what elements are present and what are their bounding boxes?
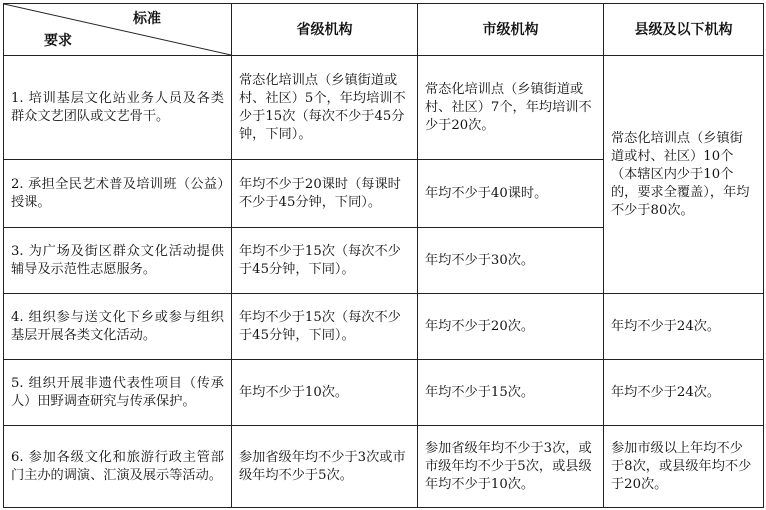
table-row: [4, 426, 764, 508]
table-row: [4, 294, 764, 360]
requirement-cell: 1. 培训基层文化站业务人员及各类群众文艺团队或文艺骨干。: [4, 56, 232, 160]
corner-header-standard: 标准: [133, 11, 161, 27]
city-cell: 年均不少于30次。: [418, 228, 604, 294]
column-header-county: 县级及以下机构: [604, 4, 764, 56]
city-cell: 常态化培训点（乡镇街道或村、社区）7个，年均培训不少于20次。: [418, 56, 604, 160]
standards-table: [3, 3, 764, 508]
corner-header-requirement: 要求: [44, 33, 72, 49]
province-cell: 常态化培训点（乡镇街道或村、社区）5个，年均培训不少于15次（每次不少于45分钟，下同）。: [232, 56, 418, 160]
requirement-cell: 6. 参加各级文化和旅游行政主管部门主办的调演、汇演及展示等活动。: [4, 426, 232, 508]
column-header-province: 省级机构: [232, 4, 418, 56]
county-cell: 参加市级以上年均不少于8次，或县级年均不少于20次。: [604, 426, 764, 508]
table-row: [4, 360, 764, 426]
city-cell: 年均不少于20次。: [418, 294, 604, 360]
county-merged-cell: 常态化培训点（乡镇街道或村、社区）10个（本辖区内少于10个的，要求全覆盖），年均不少于80次。: [604, 56, 764, 294]
province-cell: 年均不少于10次。: [232, 360, 418, 426]
table-row: [4, 56, 764, 160]
requirement-cell: 2. 承担全民艺术普及培训班（公益）授课。: [4, 160, 232, 228]
requirement-cell: 3. 为广场及街区群众文化活动提供辅导及示范性志愿服务。: [4, 228, 232, 294]
province-cell: 年均不少于20课时（每课时不少于45分钟，下同）。: [232, 160, 418, 228]
city-cell: 年均不少于40课时。: [418, 160, 604, 228]
corner-header-cell: [4, 4, 232, 56]
county-cell: 年均不少于24次。: [604, 294, 764, 360]
requirement-cell: 4. 组织参与送文化下乡或参与组织基层开展各类文化活动。: [4, 294, 232, 360]
header-row: [4, 4, 764, 56]
province-cell: 年均不少于15次（每次不少于45分钟，下同）。: [232, 228, 418, 294]
requirement-cell: 5. 组织开展非遗代表性项目（传承人）田野调查研究与传承保护。: [4, 360, 232, 426]
city-cell: 年均不少于15次。: [418, 360, 604, 426]
column-header-city: 市级机构: [418, 4, 604, 56]
city-cell: 参加省级年均不少于3次，或市级年均不少于5次，或县级年均不少于10次。: [418, 426, 604, 508]
diagonal-line: [4, 4, 231, 55]
province-cell: 参加省级年均不少于3次或市级年均不少于5次。: [232, 426, 418, 508]
county-cell: 年均不少于24次。: [604, 360, 764, 426]
province-cell: 年均不少于15次（每次不少于45分钟，下同）。: [232, 294, 418, 360]
